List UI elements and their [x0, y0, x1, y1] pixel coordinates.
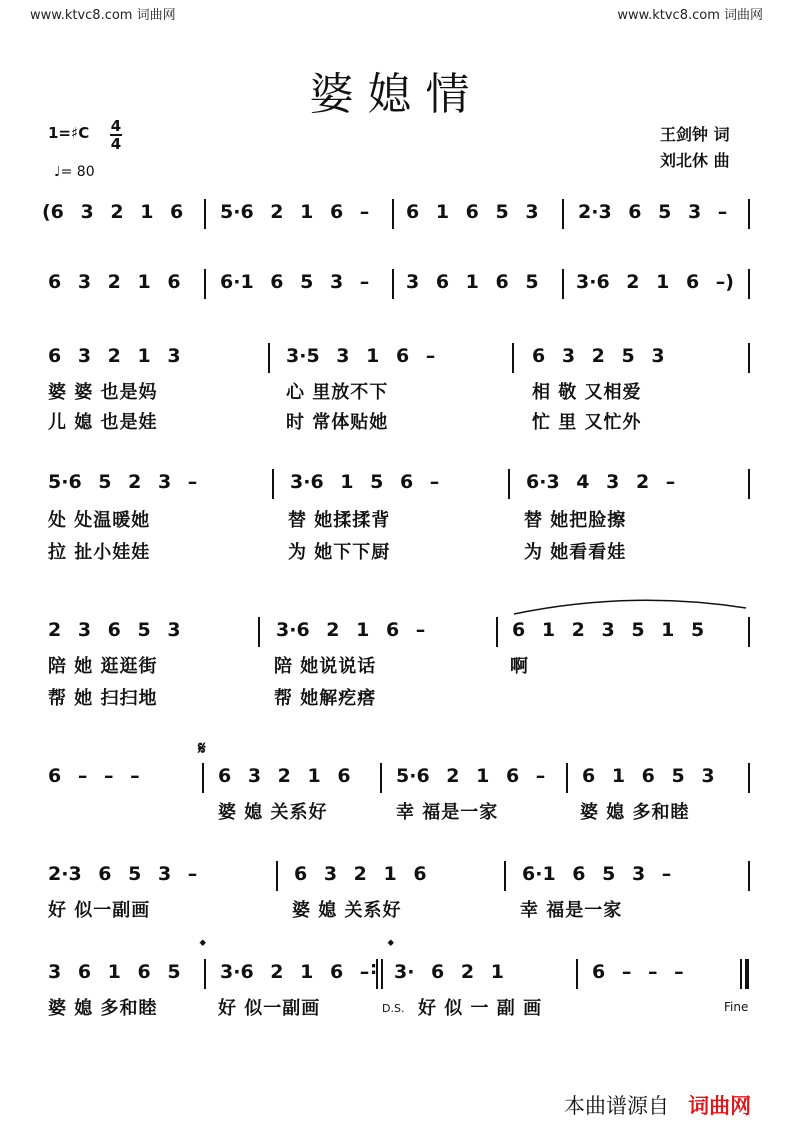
lyric-line: 帮 她解疙瘩: [274, 688, 377, 709]
final-barline-thick: [745, 959, 749, 989]
barline: [508, 469, 510, 499]
measure: 6 1 2 3 5 1 5: [512, 619, 705, 641]
lyric-line: 时 常体贴她: [286, 412, 389, 433]
measure: 6 – – –: [592, 961, 684, 983]
lyricist-credit: 王剑钟 词: [660, 125, 730, 144]
lyric-line: 心 里放不下: [286, 382, 389, 403]
barline: [504, 861, 506, 891]
ds-marking: D.S.: [382, 1002, 405, 1015]
measure: 6·3 4 3 2 –: [526, 471, 676, 493]
watermark-left: www.ktvc8.com 词曲网: [30, 8, 176, 23]
measure: 6·1 6 5 3 –: [220, 271, 370, 293]
measure: 2·3 6 5 3 –: [578, 201, 728, 223]
barline: [392, 199, 394, 229]
lyric-line: 忙 里 又忙外: [532, 412, 642, 433]
lyric-line: 为 她下下厨: [288, 542, 391, 563]
measure: 3· 6 2 1: [394, 961, 504, 983]
score-row-3: [40, 337, 755, 377]
coda-sign-2: 𝄌: [388, 936, 394, 955]
measure: 3·5 3 1 6 –: [286, 345, 436, 367]
barline: [204, 199, 206, 229]
lyric-line: 替 她把脸擦: [524, 510, 627, 531]
barline: [748, 269, 750, 299]
lyric-line: 相 敬 又相爱: [532, 382, 642, 403]
time-sig-top: 4: [110, 117, 122, 135]
barline: [748, 343, 750, 373]
measure: 6·1 6 5 3 –: [522, 863, 672, 885]
time-signature: [110, 118, 122, 152]
lyric-line: 儿 媳 也是娃: [48, 412, 158, 433]
lyric-line: 幸 福是一家: [396, 802, 499, 823]
barline: [496, 617, 498, 647]
lyric-line: 处 处温暖她: [48, 510, 151, 531]
barline: [380, 763, 382, 793]
measure: 3·6 2 1 6 –: [220, 961, 370, 983]
final-barline: [740, 959, 742, 989]
lyric-line: 婆 媳 关系好: [292, 900, 402, 921]
tempo-marking: ♩= 80: [54, 164, 95, 180]
barline: [268, 343, 270, 373]
repeat-barline: [381, 959, 383, 989]
measure: 5·6 5 2 3 –: [48, 471, 198, 493]
coda-sign: 𝄌: [200, 936, 206, 955]
footer-label: 本曲谱源自: [564, 1094, 669, 1118]
score-row-7: [40, 855, 755, 895]
composer-credit: 刘北休 曲: [660, 151, 730, 170]
barline: [204, 959, 206, 989]
measure: 6 1 6 5 3: [582, 765, 715, 787]
measure: 6 – – –: [48, 765, 140, 787]
lyric-line: 婆 婆 也是妈: [48, 382, 158, 403]
lyric-line: 婆 媳 关系好: [218, 802, 328, 823]
lyric-line: 好 似一副画: [48, 900, 151, 921]
barline: [202, 763, 204, 793]
lyric-line: 为 她看看娃: [524, 542, 627, 563]
measure: 6 3 2 1 6: [218, 765, 351, 787]
lyric-line: 婆 媳 多和睦: [580, 802, 690, 823]
lyric-line: 好 似一副画: [218, 998, 321, 1019]
measure: 6 1 6 5 3: [406, 201, 539, 223]
segno-sign: 𝄋: [198, 738, 206, 759]
footer-source: [564, 1090, 751, 1120]
fine-marking: Fine: [724, 1000, 749, 1014]
measure: 5·6 2 1 6 –: [396, 765, 546, 787]
measure: 6 3 2 5 3: [532, 345, 665, 367]
barline: [748, 469, 750, 499]
barline: [562, 269, 564, 299]
lyric-line: 帮 她 扫扫地: [48, 688, 158, 709]
measure: 3·6 2 1 6 –: [276, 619, 426, 641]
measure: (6 3 2 1 6: [42, 201, 184, 223]
measure: 2·3 6 5 3 –: [48, 863, 198, 885]
barline: [512, 343, 514, 373]
lyric-line: 替 她揉揉背: [288, 510, 391, 531]
barline: [566, 763, 568, 793]
time-sig-bottom: 4: [110, 135, 122, 153]
repeat-dots: :: [370, 958, 378, 979]
measure: 3 6 1 6 5: [48, 961, 181, 983]
lyric-line: 陪 她 逛逛街: [48, 656, 158, 677]
measure: 2 3 6 5 3: [48, 619, 181, 641]
measure: 3·6 2 1 6 –): [576, 271, 734, 293]
lyric-line: 婆 媳 多和睦: [48, 998, 158, 1019]
barline: [562, 199, 564, 229]
barline: [748, 617, 750, 647]
score-row-2: [40, 263, 755, 303]
barline: [748, 861, 750, 891]
measure: 3·6 1 5 6 –: [290, 471, 440, 493]
score-row-8: [40, 953, 755, 993]
measure: 6 3 2 1 3: [48, 345, 181, 367]
score-row-1: [40, 193, 755, 233]
score-row-5: [40, 611, 755, 651]
lyric-line: 幸 福是一家: [520, 900, 623, 921]
measure: 3 6 1 6 5: [406, 271, 539, 293]
key-signature: 1=♯C: [48, 124, 90, 142]
barline: [748, 199, 750, 229]
lyric-line: 啊: [510, 656, 529, 677]
song-title: 婆媳情: [309, 69, 484, 120]
barline: [392, 269, 394, 299]
measure: 5·6 2 1 6 –: [220, 201, 370, 223]
lyric-line: 好 似 一 副 画: [418, 998, 543, 1019]
barline: [258, 617, 260, 647]
lyric-line: 陪 她说说话: [274, 656, 377, 677]
measure: 6 3 2 1 6: [48, 271, 181, 293]
score-row-4: [40, 463, 755, 503]
barline: [204, 269, 206, 299]
watermark-right: www.ktvc8.com 词曲网: [617, 8, 763, 23]
barline: [272, 469, 274, 499]
lyric-line: 拉 扯小娃娃: [48, 542, 151, 563]
score-row-6: [40, 757, 755, 797]
barline: [576, 959, 578, 989]
measure: 6 3 2 1 6: [294, 863, 427, 885]
footer-brand-link[interactable]: 词曲网: [688, 1094, 752, 1118]
barline: [276, 861, 278, 891]
barline: [748, 763, 750, 793]
